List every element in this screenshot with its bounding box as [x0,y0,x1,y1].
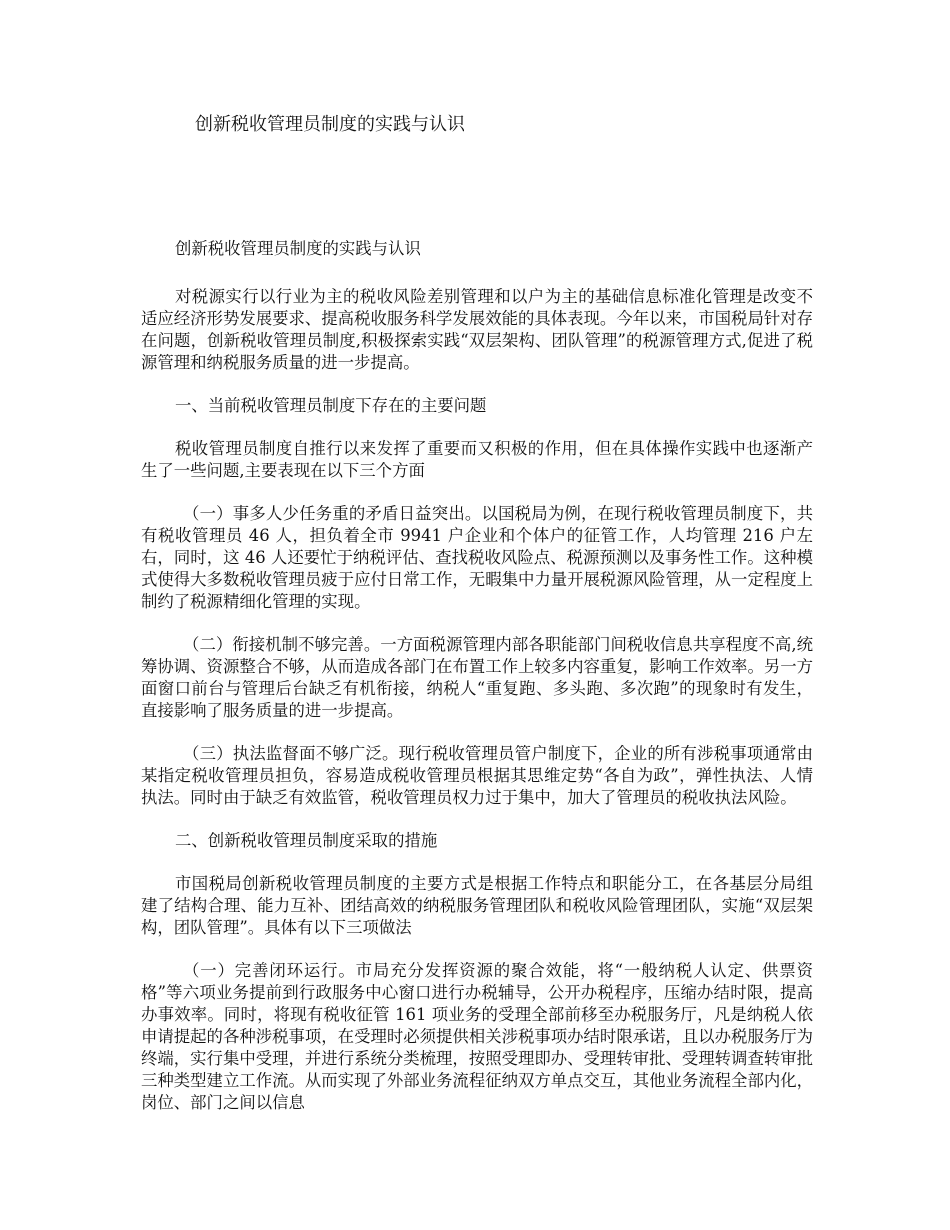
measure-item-1: （一）完善闭环运行。市局充分发挥资源的聚合效能，将“一般纳税人认定、供票资格”等六项业务提前到行政服务中心窗口进行办税辅导，公开办税程序，压缩办结时限，提高办事效率。同时，将现有税收征管 161 项业务的受理全部前移至办税服务厅，凡是纳税人依申请提起的各种涉税事项，在受理时必须提供相关涉税事项办结时限承诺，且以办税服务厅为终端，实行集中受理，并进行系统分类梳理，按照受理即办、受理转审批、受理转调查转审批三种类型建立工作流。从而实现了外部业务流程征纳双方单点交互，其他业务流程全部内化，岗位、部门之间以信息 [141,961,814,1112]
document-subtitle: 创新税收管理员制度的实践与认识 [175,239,421,258]
document-body [141,238,813,1135]
problem-item-2: （二）衔接机制不够完善。一方面税源管理内部各职能部门间税收信息共享程度不高,统筹协调、资源整合不够，从而造成各部门在布置工作上较多内容重复，影响工作效率。另一方面窗口前台与管理后台缺乏有机衔接，纳税人“重复跑、多头跑、多次跑”的现象时有发生，直接影响了服务质量的进一步提高。 [141,635,814,720]
section-heading-problems: 一、当前税收管理员制度下存在的主要问题 [175,396,487,415]
measures-intro-paragraph: 市国税局创新税收管理员制度的主要方式是根据工作特点和职能分工，在各基层分局组建了结构合理、能力互补、团结高效的纳税服务管理团队和税收风险管理团队，实施“双层架构，团队管理”。具体有以下三项做法 [141,874,813,937]
problem-item-1: （一）事多人少任务重的矛盾日益突出。以国税局为例，在现行税收管理员制度下，共有税收管理员 46 人，担负着全市 9941 户企业和个体户的征管工作，人均管理 216 户左右，同时，这 46 人还要忙于纳税评估、查找税收风险点、税源预测以及事务性工作。这种模式使得大多数税收管理员疲于应付日常工作，无暇集中力量开展税源风险管理，从一定程度上制约了税源精细化管理的实现。 [141,504,814,611]
problems-intro-paragraph: 税收管理员制度自推行以来发挥了重要而又积极的作用，但在具体操作实践中也逐渐产生了一些问题,主要表现在以下三个方面 [141,439,813,480]
document-title: 创新税收管理员制度的实践与认识 [195,114,465,135]
problem-item-3: （三）执法监督面不够广泛。现行税收管理员管户制度下，企业的所有涉税事项通常由某指定税收管理员担负，容易造成税收管理员根据其思维定势“各自为政”，弹性执法、人情执法。同时由于缺乏有效监管，税收管理员权力过于集中，加大了管理员的税收执法风险。 [141,744,813,807]
section-heading-measures: 二、创新税收管理员制度采取的措施 [175,831,438,850]
intro-paragraph: 对税源实行以行业为主的税收风险差别管理和以户为主的基础信息标准化管理是改变不适应经济形势发展要求、提高税收服务科学发展效能的具体表现。今年以来，市国税局针对存在问题，创新税收管理员制度,积极探索实践“双层架构、团队管理”的税源管理方式,促进了税源管理和纳税服务质量的进一步提高。 [141,287,814,372]
